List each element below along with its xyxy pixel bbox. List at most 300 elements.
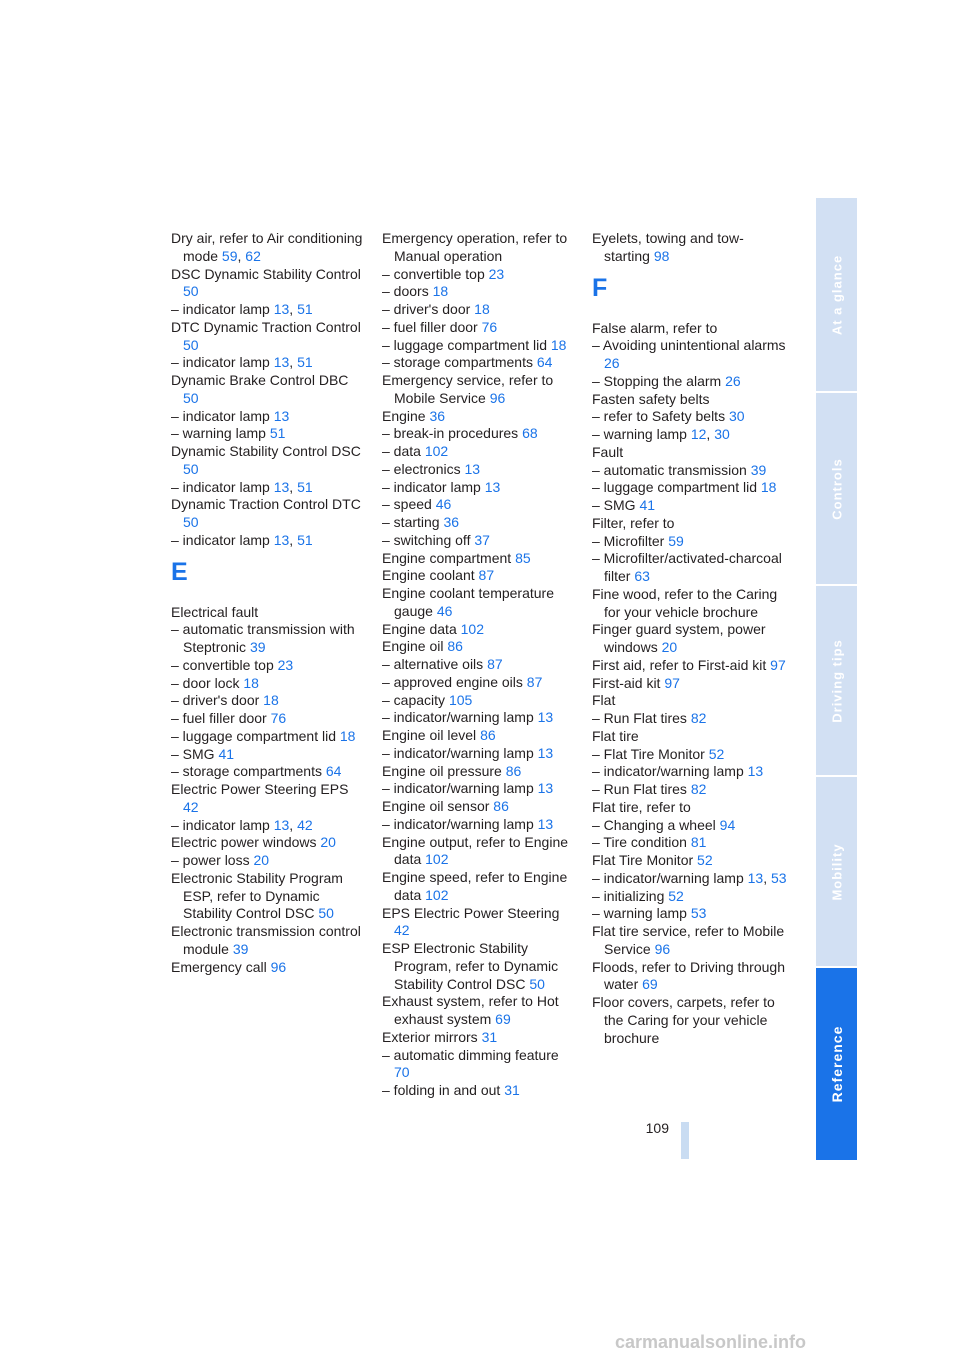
- index-entry-text: – Microfilter: [592, 532, 665, 549]
- index-entry-text: – indicator lamp: [171, 531, 270, 548]
- index-entry: [382, 532, 577, 550]
- index-entry: [592, 905, 787, 923]
- index-entry-text: – indicator/warning lamp: [382, 709, 534, 726]
- page-reference-link[interactable]: 26: [725, 372, 741, 389]
- index-entry: [592, 728, 787, 746]
- index-entry-text: Dynamic Traction Control DTC: [171, 496, 361, 513]
- index-entry: [382, 301, 577, 319]
- index-entry: – indicator/warning lamp 13, 53: [592, 869, 787, 886]
- page-reference-link[interactable]: 50: [183, 283, 199, 300]
- watermark: carmanualsonline.info: [615, 1332, 807, 1352]
- index-entry-text: – indicator/warning lamp: [382, 780, 534, 797]
- index-entry: [592, 799, 787, 817]
- index-entry-text: – indicator/warning lamp: [592, 763, 744, 780]
- index-entry-text: – switching off: [382, 531, 471, 548]
- page-reference-link[interactable]: 82: [690, 781, 707, 797]
- index-column-3: [592, 230, 787, 1047]
- page-reference-link[interactable]: 18: [432, 283, 449, 300]
- index-entry-text: Filter, refer to: [592, 514, 675, 531]
- index-entry: [592, 408, 787, 426]
- index-entry-text: Fault: [592, 443, 624, 460]
- page-reference-link[interactable]: 13: [273, 531, 290, 548]
- index-entry: [592, 959, 787, 995]
- index-entry-text: – Avoiding unintentional alarms: [592, 337, 786, 354]
- page-reference-link[interactable]: 13: [464, 460, 481, 477]
- index-entry-text: – Tire condition: [592, 834, 687, 851]
- index-entry-text: – initializing: [592, 887, 665, 904]
- page-reference-link[interactable]: 13: [273, 407, 290, 424]
- page-reference-link[interactable]: 53: [690, 905, 707, 922]
- page-reference-link[interactable]: 46: [435, 496, 452, 513]
- index-entry: – indicator lamp 13, 51: [171, 301, 313, 317]
- page-reference-link[interactable]: 81: [690, 834, 707, 851]
- index-entry-text: – warning lamp: [171, 425, 266, 442]
- index-entry-text: Finger guard system, power windows: [592, 621, 766, 655]
- index-entry: [382, 727, 577, 745]
- index-entry: [382, 1082, 577, 1100]
- page-reference-link[interactable]: 13: [537, 744, 554, 761]
- page-reference-link[interactable]: 41: [218, 745, 235, 762]
- index-entry: [592, 692, 787, 710]
- page-reference-link[interactable]: 30: [728, 408, 745, 425]
- index-entry-text: Engine speed, refer to Engine data: [382, 869, 568, 903]
- page-reference-link[interactable]: 98: [653, 247, 670, 264]
- index-entry: [171, 834, 366, 852]
- index-entry: [592, 763, 787, 781]
- page-reference-link[interactable]: 12: [690, 426, 707, 442]
- index-entry-text: Electric Power Steering EPS: [171, 781, 349, 797]
- index-entry: [171, 692, 366, 710]
- index-entry: [171, 746, 366, 764]
- index-entry-text: – driver's door: [382, 301, 471, 317]
- index-entry: [592, 657, 787, 675]
- index-entry: [382, 656, 577, 674]
- page-reference-link[interactable]: 37: [474, 531, 490, 548]
- index-entry: [382, 993, 577, 1029]
- page-reference-link[interactable]: 94: [719, 816, 736, 833]
- page-reference-link[interactable]: 39: [750, 461, 767, 478]
- index-entry-text: – capacity: [382, 691, 446, 708]
- index-entry-text: Engine coolant temperature gauge: [382, 585, 554, 619]
- index-entry-text: – Microfilter/activated-charcoal filter: [592, 550, 782, 584]
- page-reference-link[interactable]: 96: [489, 389, 506, 406]
- index-entry-text: – convertible top: [171, 656, 274, 673]
- index-entry-text: – luggage compartment lid: [382, 336, 547, 353]
- page-reference-link[interactable]: 85: [515, 549, 531, 566]
- page-reference-link[interactable]: 13: [273, 301, 290, 317]
- index-entry-text: – warning lamp: [592, 426, 687, 442]
- index-entry: [382, 621, 577, 639]
- page-reference-link[interactable]: 102: [424, 443, 449, 459]
- index-entry-text: – alternative oils: [382, 656, 484, 672]
- index-entry-text: – starting: [382, 514, 440, 530]
- page-reference-link[interactable]: 30: [714, 426, 730, 442]
- index-entry: [171, 604, 366, 622]
- index-entry: [171, 852, 366, 870]
- index-entry: [171, 319, 366, 355]
- page-reference-link[interactable]: 50: [183, 514, 199, 530]
- index-entry: – indicator lamp 13, 42: [171, 816, 313, 833]
- index-entry-text: – storage compartments: [171, 763, 322, 780]
- page-reference-link[interactable]: 42: [394, 922, 410, 939]
- index-entry: [382, 816, 577, 834]
- index-entry: [592, 834, 787, 852]
- index-entry-text: – folding in and out: [382, 1082, 501, 1098]
- index-entry: [592, 675, 787, 693]
- index-entry: [171, 959, 366, 977]
- index-entry-text: – automatic transmission with Steptronic: [171, 621, 355, 655]
- page-reference-link[interactable]: 13: [484, 478, 501, 495]
- index-entry: [382, 443, 577, 461]
- page-reference-link[interactable]: 102: [425, 886, 449, 903]
- page-reference-link[interactable]: 86: [493, 798, 509, 814]
- page-reference-link[interactable]: 51: [297, 301, 313, 317]
- index-entry: [592, 320, 787, 338]
- index-entry: [382, 514, 577, 532]
- page-reference-link[interactable]: 42: [183, 798, 199, 815]
- page-reference-link[interactable]: 51: [297, 354, 313, 371]
- index-entry: [382, 745, 577, 763]
- page-reference-link[interactable]: 13: [273, 816, 290, 833]
- index-entry: [171, 425, 366, 443]
- page-reference-link[interactable]: 87: [526, 673, 543, 690]
- index-entry-text: Exhaust system, refer to Hot exhaust system: [382, 993, 559, 1027]
- index-entry-text: – SMG: [171, 745, 215, 762]
- index-entry-text: Flat Tire Monitor: [592, 852, 694, 868]
- index-entry-text: – driver's door: [171, 692, 260, 709]
- page-reference-link[interactable]: 64: [325, 763, 342, 780]
- index-entry-text: – indicator/warning lamp: [592, 869, 744, 886]
- page-reference-link[interactable]: 76: [270, 710, 287, 726]
- index-entry: [171, 728, 366, 746]
- index-entry-text: – indicator lamp: [382, 478, 481, 495]
- index-entry: [592, 515, 787, 533]
- page-reference-link[interactable]: 39: [232, 940, 249, 957]
- page-reference-link[interactable]: 105: [448, 691, 473, 708]
- index-entry: [592, 746, 787, 764]
- index-entry-text: – indicator lamp: [171, 354, 270, 371]
- index-entry: [382, 372, 577, 408]
- page-reference-link[interactable]: 52: [668, 887, 684, 904]
- page-reference-link[interactable]: 51: [269, 425, 286, 442]
- index-entry-text: – Flat Tire Monitor: [592, 745, 705, 762]
- index-entry-text: Emergency service, refer to Mobile Service: [382, 372, 554, 406]
- index-entry-text: – power loss: [171, 852, 250, 868]
- page-reference-link[interactable]: 36: [443, 514, 460, 530]
- index-entry-text: Engine compartment: [382, 549, 512, 566]
- index-entry-text: Flat tire, refer to: [592, 798, 691, 815]
- page-reference-link[interactable]: 18: [339, 727, 356, 744]
- page-reference-link[interactable]: 59: [221, 247, 238, 264]
- page-reference-link[interactable]: 68: [522, 425, 538, 442]
- index-entry: [382, 550, 577, 568]
- page-reference-link[interactable]: 50: [529, 975, 545, 992]
- page-reference-link[interactable]: 41: [639, 497, 656, 513]
- index-entry-text: – automatic transmission: [592, 461, 747, 478]
- page-reference-link[interactable]: 64: [536, 354, 553, 371]
- index-entry-text: Floor covers, carpets, refer to the Caring for your vehicle brochure: [592, 994, 775, 1046]
- index-entry-text: Emergency call: [171, 958, 267, 975]
- index-entry: [592, 586, 787, 622]
- index-entry-text: Exterior mirrors: [382, 1028, 478, 1045]
- index-entry-text: Engine data: [382, 620, 457, 637]
- index-column-1: [171, 230, 366, 976]
- side-tab-driving-tips[interactable]: Driving tips: [816, 586, 857, 775]
- index-entry: [382, 905, 577, 941]
- index-entry: – warning lamp 12, 30: [592, 426, 730, 442]
- page-reference-link[interactable]: 51: [297, 478, 313, 495]
- index-entry: – indicator lamp 13, 51: [171, 478, 313, 495]
- index-entry: [382, 763, 577, 781]
- page-reference-link[interactable]: 18: [760, 479, 777, 496]
- index-entry-text: Engine output, refer to Engine data: [382, 833, 569, 868]
- index-entry-text: Electrical fault: [171, 603, 259, 620]
- index-entry: [592, 462, 787, 480]
- page-reference-link[interactable]: 102: [460, 620, 484, 637]
- page-reference-link[interactable]: 18: [243, 674, 259, 691]
- page-number-bar: [681, 1122, 689, 1159]
- index-entry-text: Electric power windows: [171, 834, 317, 851]
- page-reference-link[interactable]: 70: [394, 1064, 410, 1081]
- index-entry-text: – indicator/warning lamp: [382, 815, 534, 832]
- index-entry-text: Dynamic Stability Control DSC: [171, 443, 361, 459]
- index-entry-text: – approved engine oils: [382, 673, 523, 690]
- index-entry-text: – indicator lamp: [171, 816, 270, 833]
- side-tab-mobility[interactable]: Mobility: [816, 777, 857, 966]
- index-entry-text: – luggage compartment lid: [592, 479, 757, 496]
- index-entry: [592, 852, 787, 870]
- index-entry: [171, 675, 366, 693]
- page-reference-link[interactable]: 13: [273, 354, 290, 371]
- index-entry-text: – automatic dimming feature: [382, 1046, 559, 1063]
- index-entry-text: – luggage compartment lid: [171, 727, 336, 744]
- index-entry: [171, 408, 366, 426]
- index-entry: [592, 550, 787, 586]
- page-reference-link[interactable]: 69: [642, 976, 658, 993]
- page-reference-link[interactable]: 23: [277, 656, 294, 673]
- page-reference-link[interactable]: 13: [537, 815, 554, 832]
- index-entry: [382, 354, 577, 372]
- index-entry: [382, 408, 577, 426]
- index-entry-text: – SMG: [592, 497, 636, 513]
- page-reference-link[interactable]: 18: [263, 692, 279, 709]
- index-entry: [382, 319, 577, 337]
- page-reference-link[interactable]: 97: [770, 656, 786, 673]
- page-reference-link[interactable]: 20: [320, 834, 336, 851]
- page-reference-link[interactable]: 42: [297, 816, 313, 833]
- index-entry: [592, 621, 787, 657]
- index-entry: [592, 888, 787, 906]
- index-entry-text: Flat: [592, 692, 616, 709]
- index-entry-text: – Run Flat tires: [592, 710, 687, 726]
- page-reference-link[interactable]: 39: [249, 639, 266, 655]
- page-reference-link[interactable]: 46: [436, 602, 453, 619]
- index-entry: [382, 940, 577, 993]
- index-entry: [592, 230, 787, 266]
- index-entry-text: Floods, refer to Driving through water: [592, 958, 785, 993]
- index-entry: [171, 443, 366, 479]
- index-entry: [171, 923, 366, 959]
- page-reference-link[interactable]: 76: [481, 318, 498, 335]
- index-entry-text: – storage compartments: [382, 354, 533, 371]
- index-entry-text: First aid, refer to First-aid kit: [592, 656, 767, 673]
- index-entry: [382, 692, 577, 710]
- page-reference-link[interactable]: 62: [245, 247, 261, 264]
- page-reference-link[interactable]: 50: [183, 460, 199, 477]
- page-reference-link[interactable]: 96: [270, 958, 287, 975]
- index-entry-text: – Changing a wheel: [592, 816, 716, 833]
- index-entry-text: DTC Dynamic Traction Control: [171, 318, 361, 335]
- index-entry: [382, 283, 577, 301]
- page-reference-link[interactable]: 50: [183, 389, 199, 406]
- index-entry-text: – fuel filler door: [382, 318, 478, 335]
- index-entry: [592, 497, 787, 515]
- index-entry: Dry air, refer to Air conditioning mode 59, 62: [171, 230, 363, 264]
- index-entry: [171, 710, 366, 728]
- page-reference-link[interactable]: 82: [690, 710, 707, 726]
- side-tab-reference[interactable]: Reference: [816, 968, 857, 1160]
- index-entry: [382, 1047, 577, 1083]
- index-entry: [592, 337, 787, 373]
- page-reference-link[interactable]: 31: [504, 1082, 520, 1098]
- page-reference-link[interactable]: 97: [664, 674, 680, 691]
- index-entry-text: – indicator lamp: [171, 407, 270, 424]
- index-entry: [382, 425, 577, 443]
- index-entry: [171, 657, 366, 675]
- page-number: 109: [645, 1120, 669, 1136]
- page-reference-link[interactable]: 20: [661, 639, 678, 655]
- index-column-2: [382, 230, 577, 1100]
- index-entry: [592, 373, 787, 391]
- index-entry-text: Electronic transmission control module: [171, 923, 361, 957]
- page-reference-link[interactable]: 69: [495, 1011, 511, 1027]
- page-reference-link[interactable]: 86: [480, 727, 496, 743]
- index-entry-text: Engine oil level: [382, 727, 477, 743]
- page-reference-link[interactable]: 52: [708, 745, 725, 762]
- page-reference-link[interactable]: 87: [487, 656, 503, 672]
- index-entry-text: – Stopping the alarm: [592, 372, 722, 389]
- index-entry-text: – refer to Safety belts: [592, 408, 726, 425]
- page-reference-link[interactable]: 36: [429, 407, 446, 424]
- page-reference-link[interactable]: 96: [654, 940, 671, 957]
- index-entry: [171, 496, 366, 532]
- index-entry-text: EPS Electric Power Steering: [382, 904, 560, 921]
- index-entry-text: Eyelets, towing and tow-starting: [592, 230, 744, 264]
- index-entry-text: Fasten safety belts: [592, 390, 710, 407]
- index-entry: [382, 780, 577, 798]
- index-entry: [382, 798, 577, 816]
- index-entry-text: – indicator lamp: [171, 301, 270, 317]
- side-tab-controls[interactable]: Controls: [816, 393, 857, 584]
- index-entry-text: ESP Electronic Stability Program, refer to Dynamic Stability Control DSC: [382, 940, 559, 992]
- index-entry-text: Engine oil pressure: [382, 762, 502, 779]
- page-reference-link[interactable]: 53: [771, 869, 787, 886]
- page-reference-link[interactable]: 50: [183, 336, 199, 353]
- page-reference-link[interactable]: 51: [297, 531, 313, 548]
- page-reference-link[interactable]: 13: [747, 763, 764, 780]
- index-entry: [382, 1029, 577, 1047]
- index-entry-text: – door lock: [171, 674, 240, 691]
- index-entry-text: Dynamic Brake Control DBC: [171, 372, 349, 388]
- page-reference-link[interactable]: 13: [747, 869, 764, 886]
- side-tab-strip: [816, 198, 857, 1160]
- page-reference-link[interactable]: 86: [447, 638, 463, 655]
- index-entry-text: – fuel filler door: [171, 710, 267, 726]
- index-entry: [592, 710, 787, 728]
- index-entry-text: – speed: [382, 496, 432, 513]
- page-reference-link[interactable]: 13: [537, 780, 554, 797]
- index-entry-text: Engine oil sensor: [382, 798, 490, 814]
- page-reference-link[interactable]: 18: [550, 336, 567, 353]
- page-reference-link[interactable]: 26: [604, 355, 620, 371]
- page-reference-link[interactable]: 20: [253, 852, 270, 868]
- index-entry-text: – Run Flat tires: [592, 781, 687, 797]
- index-entry: [171, 781, 366, 817]
- index-entry: [382, 709, 577, 727]
- index-entry: [592, 444, 787, 462]
- index-entry-text: Engine: [382, 407, 426, 424]
- page-reference-link[interactable]: 52: [697, 852, 713, 868]
- index-entry: [171, 621, 366, 657]
- index-entry: [171, 870, 366, 923]
- index-entry: [592, 781, 787, 799]
- index-entry: [382, 834, 577, 870]
- page-reference-link[interactable]: 13: [537, 709, 554, 726]
- page-reference-link[interactable]: 102: [425, 851, 449, 868]
- index-section-letter: F: [592, 273, 608, 302]
- index-entry: [382, 266, 577, 284]
- page-reference-link[interactable]: 23: [488, 265, 505, 282]
- index-entry-text: Engine oil: [382, 638, 444, 655]
- index-entry: [592, 391, 787, 409]
- page-reference-link[interactable]: 31: [481, 1028, 498, 1045]
- index-entry: [171, 372, 366, 408]
- index-entry-text: Flat tire: [592, 727, 639, 744]
- index-entry-text: – data: [382, 443, 421, 459]
- page-reference-link[interactable]: 86: [505, 762, 522, 779]
- page-reference-link[interactable]: 63: [634, 568, 650, 584]
- index-entry-text: Fine wood, refer to the Caring for your vehicle brochure: [592, 585, 778, 620]
- index-entry-text: DSC Dynamic Stability Control: [171, 265, 361, 282]
- index-entry-text: – break-in procedures: [382, 425, 519, 442]
- page-reference-link[interactable]: 50: [318, 905, 334, 922]
- index-entry-text: – convertible top: [382, 265, 485, 282]
- index-entry: [382, 337, 577, 355]
- index-entry: [592, 479, 787, 497]
- page-reference-link[interactable]: 13: [273, 478, 290, 495]
- index-entry: [382, 567, 577, 585]
- index-entry: [171, 266, 366, 302]
- page-reference-link[interactable]: 87: [478, 567, 495, 584]
- index-entry-text: False alarm, refer to: [592, 319, 718, 336]
- index-entry: [382, 869, 577, 905]
- index-entry-text: Engine coolant: [382, 567, 475, 584]
- index-entry: [382, 496, 577, 514]
- index-entry: – indicator lamp 13, 51: [171, 531, 313, 548]
- index-entry: [382, 674, 577, 692]
- index-entry-text: Emergency operation, refer to Manual operation: [382, 230, 568, 264]
- index-entry: [592, 817, 787, 835]
- index-entry-text: – warning lamp: [592, 905, 687, 922]
- index-entry-text: Dry air, refer to Air conditioning mode: [171, 230, 363, 264]
- page-reference-link[interactable]: 59: [668, 532, 684, 549]
- index-entry: [592, 923, 787, 959]
- index-entry-text: – doors: [382, 283, 429, 300]
- index-entry: [382, 479, 577, 497]
- page-reference-link[interactable]: 18: [474, 301, 490, 317]
- side-tab-at-a-glance[interactable]: At a glance: [816, 198, 857, 391]
- index-entry-text: – indicator/warning lamp: [382, 744, 534, 761]
